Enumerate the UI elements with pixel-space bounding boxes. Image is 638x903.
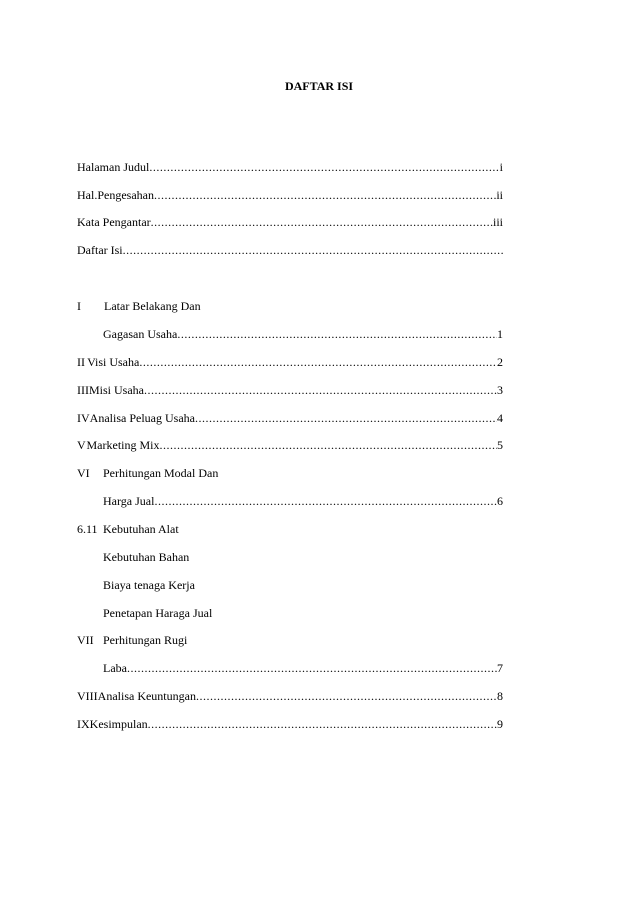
chapter-title: Perhitungan Modal Dan: [103, 466, 219, 480]
toc-entry-chapter-2[interactable]: [77, 354, 503, 370]
chapter-number: III: [77, 383, 89, 397]
dot-leader: [148, 716, 497, 732]
toc-sub-item[interactable]: Kebutuhan Bahan: [103, 550, 190, 564]
toc-entry-pengesahan[interactable]: [77, 187, 503, 203]
toc-page-number: 1: [497, 327, 503, 341]
dot-leader: [149, 159, 499, 175]
toc-entry-chapter-1[interactable]: [103, 326, 503, 342]
chapter-number: II: [77, 355, 85, 369]
toc-entry-chapter-8[interactable]: [77, 688, 503, 704]
toc-sub-item[interactable]: Biaya tenaga Kerja: [103, 578, 195, 592]
dot-leader: [151, 214, 493, 230]
toc-page-number: 4: [497, 411, 503, 425]
chapter-number: IX: [77, 717, 90, 731]
toc-label: Kesimpulan: [89, 717, 148, 731]
dot-leader: [144, 382, 497, 398]
toc-entry-kata-pengantar[interactable]: [77, 214, 503, 230]
toc-chapter-6-heading[interactable]: [77, 465, 503, 481]
chapter-number: V: [77, 438, 86, 452]
toc-page-number: 7: [497, 661, 503, 675]
toc-entry-daftar-isi[interactable]: [77, 242, 503, 258]
dot-leader: [154, 187, 496, 203]
toc-entry-chapter-3[interactable]: [77, 382, 503, 398]
toc-entry-chapter-5[interactable]: [77, 437, 503, 453]
toc-page-number: 5: [497, 438, 503, 452]
dot-leader: [196, 688, 497, 704]
toc-label: Misi Usaha: [89, 383, 144, 397]
toc-chapter-1-heading[interactable]: [77, 298, 503, 314]
toc-page-number: 9: [497, 717, 503, 731]
toc-section-6-11[interactable]: [77, 521, 503, 537]
toc-entry-chapter-4[interactable]: [77, 410, 503, 426]
toc-label: Laba: [103, 661, 127, 675]
toc-page-number: ii: [496, 188, 503, 202]
chapter-number: VII: [77, 633, 94, 647]
toc-label: Analisa Peluag Usaha: [89, 411, 195, 425]
dot-leader: [139, 354, 497, 370]
page-title: DAFTAR ISI: [284, 79, 354, 93]
toc-label: Harga Jual: [103, 494, 155, 508]
toc-page-number: 6: [497, 494, 503, 508]
chapter-title: Perhitungan Rugi: [103, 633, 188, 647]
toc-chapter-7-heading[interactable]: [77, 632, 503, 648]
dot-leader: [127, 660, 497, 676]
toc-label: Halaman Judul: [77, 160, 150, 174]
chapter-number: VI: [77, 466, 90, 480]
dot-leader: [177, 326, 497, 342]
toc-entry-chapter-9[interactable]: [77, 716, 503, 732]
section-title: Kebutuhan Alat: [103, 522, 179, 536]
toc-label: Hal.Pengesahan: [77, 188, 154, 202]
chapter-number: I: [77, 299, 81, 313]
dot-leader: [123, 242, 503, 258]
toc-label: Gagasan Usaha: [103, 327, 178, 341]
toc-entry-chapter-6[interactable]: [103, 493, 503, 509]
dot-leader: [195, 410, 497, 426]
chapter-number: IV: [77, 411, 90, 425]
toc-page-number: iii: [492, 215, 503, 229]
toc-label: Analisa Keuntungan: [97, 689, 196, 703]
section-number: 6.11: [77, 522, 98, 536]
toc-label: Kata Pengantar: [77, 215, 151, 229]
toc-page-number: 8: [497, 689, 503, 703]
toc-entry-chapter-7[interactable]: [103, 660, 503, 676]
toc-sub-item[interactable]: Penetapan Haraga Jual: [103, 606, 213, 620]
dot-leader: [154, 493, 497, 509]
toc-page-number: 2: [497, 355, 503, 369]
dot-leader: [160, 437, 498, 453]
chapter-title: Latar Belakang Dan: [104, 299, 201, 313]
toc-label: Visi Usaha: [87, 355, 140, 369]
toc-label: Daftar Isi: [77, 243, 123, 257]
toc-label: Marketing Mix: [86, 438, 160, 452]
chapter-number: VIII: [77, 689, 98, 703]
toc-page-number: i: [499, 160, 503, 174]
toc-entry-halaman-judul[interactable]: [77, 159, 503, 175]
toc-page-number: 3: [497, 383, 503, 397]
